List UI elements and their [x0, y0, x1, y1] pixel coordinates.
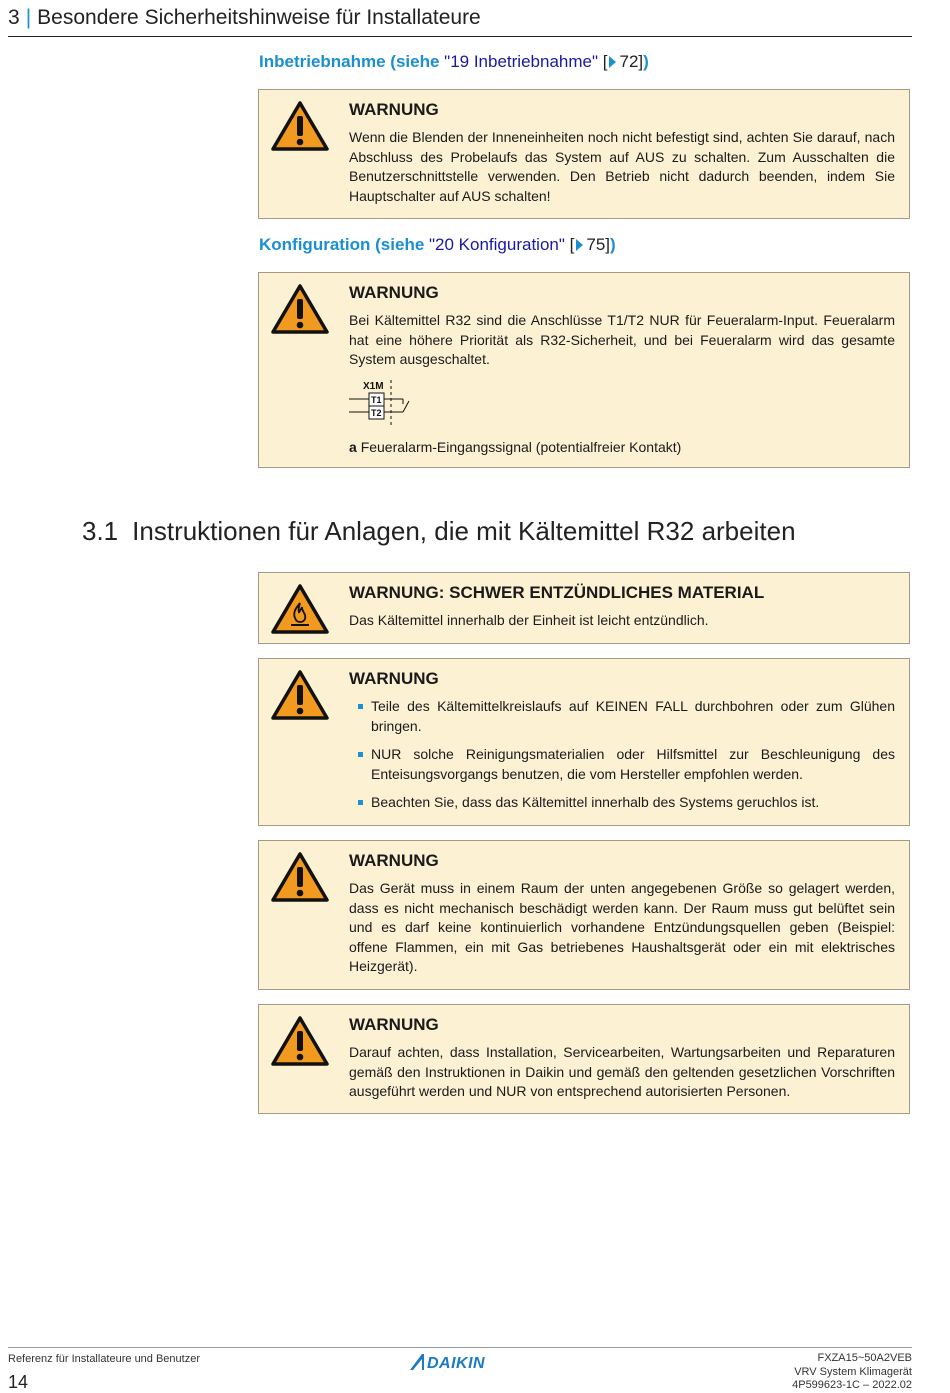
warning-text: Bei Kältemittel R32 sind die Anschlüsse T1/T2 NUR für Feueralarm-Input. Feueralarm hat eine höhere Priorität als R32-Sicherheit, und bei Feueralarm wird das gesamte System ausgeschaltet. — [349, 312, 895, 368]
logo-text: DAIKIN — [427, 1355, 486, 1372]
subhead-inbetriebnahme: Inbetriebnahme (siehe "19 Inbetriebnahme" [ 72]) — [259, 52, 649, 71]
model-number: FXZA15~50A2VEB — [817, 1352, 912, 1364]
warning-title: WARNUNG — [349, 100, 439, 119]
list-item: Beachten Sie, dass das Kältemittel innerhalb des Systems geruchlos ist. — [349, 793, 895, 813]
warning-triangle-icon — [271, 100, 329, 152]
list-item: NUR solche Reinigungsmaterialien oder Hilfsmittel zur Beschleunigung des Enteisungsvorgangs benutzen, die vom Hersteller empfohlen werden. — [349, 745, 895, 784]
warning-title: WARNUNG — [349, 283, 439, 302]
caption-key: a — [349, 438, 357, 455]
warning-box — [258, 272, 910, 468]
warning-box — [258, 1004, 910, 1114]
diagram-caption: a Feueralarm-Eingangssignal (potentialfreier Kontakt) — [349, 438, 682, 455]
warning-triangle-icon — [271, 283, 329, 335]
page-number: 14 — [8, 1372, 29, 1392]
product-name: VRV System Klimagerät — [794, 1365, 912, 1378]
terminal-block-label: X1M — [363, 380, 384, 392]
daikin-logo — [408, 1352, 512, 1372]
page-reference[interactable]: 75] — [586, 235, 610, 254]
warning-list — [349, 697, 895, 813]
warning-title: WARNUNG — [349, 851, 439, 870]
section-title: Instruktionen für Anlagen, die mit Kältemittel R32 arbeiten — [132, 516, 796, 546]
warning-triangle-icon — [271, 669, 329, 721]
header-separator: | — [25, 6, 32, 29]
warning-title: WARNUNG — [349, 669, 439, 688]
footer-divider — [8, 1347, 912, 1348]
warning-triangle-icon — [271, 1015, 329, 1067]
warning-box — [258, 572, 910, 644]
flammable-warning-icon — [271, 583, 329, 635]
footer-document-title: Referenz für Installateure und Benutzer — [8, 1353, 201, 1365]
chapter-title: Besondere Sicherheitshinweise für Installateure — [37, 6, 481, 29]
terminal-t1: T1 — [371, 394, 382, 405]
page-header — [8, 6, 912, 37]
cross-reference-link[interactable]: "20 Konfiguration" — [429, 235, 565, 254]
page-reference[interactable]: 72] — [619, 52, 644, 71]
warning-text: Wenn die Blenden der Inneneinheiten noch nicht befestigt sind, achten Sie darauf, nach Abschluss des Probelaufs das System auf AUS zu schalten. Zum Ausschalten die Benutzerschnittstelle verwenden. Den Betrieb nicht dadurch beenden, indem Sie Hauptschalter auf AUS schalten! — [349, 129, 895, 204]
warning-box — [258, 840, 910, 990]
warning-box — [258, 89, 910, 219]
warning-text: Darauf achten, dass Installation, Servicearbeiten, Wartungsarbeiten und Reparaturen gemäß den Instruktionen in Daikin und gemäß den geltenden gesetzlichen Vorschriften ausgeführt werden und NUR von entsprechend autorisierten Personen. — [349, 1044, 895, 1100]
warning-text: Das Kältemittel innerhalb der Einheit ist leicht entzündlich. — [349, 612, 709, 628]
warning-text: Das Gerät muss in einem Raum der unten angegebenen Größe so gelagert werden, dass es nicht mechanisch beschädigt werden kann. Der Raum muss gut belüftet sein und es darf keine kontinuierlich vorhandene Entzündungsquellen geben (Beispiel: offene Flammen, ein mit Gas betriebenes Haushaltsgerät oder ein mit elektrisches Heizgerät). — [349, 880, 895, 975]
warning-title: WARNUNG — [349, 1015, 439, 1034]
triangle-arrow-icon — [609, 56, 616, 68]
section-number: 3.1 — [82, 516, 119, 546]
fire-alarm-wiring-diagram — [349, 378, 429, 428]
triangle-arrow-icon — [576, 239, 583, 251]
warning-title: WARNUNG: SCHWER ENTZÜNDLICHES MATERIAL — [349, 583, 765, 602]
terminal-t2: T2 — [371, 407, 382, 418]
footer-product-info — [792, 1352, 912, 1393]
subhead-konfiguration: Konfiguration (siehe "20 Konfiguration" [ 75]) — [259, 235, 616, 254]
warning-triangle-icon — [271, 851, 329, 903]
document-code: 4P599623-1C – 2022.02 — [792, 1379, 912, 1391]
section-heading — [82, 516, 796, 547]
warning-box — [258, 658, 910, 826]
chapter-number: 3 — [8, 6, 20, 29]
cross-reference-link[interactable]: "19 Inbetriebnahme" — [444, 52, 599, 71]
list-item: Teile des Kältemittelkreislaufs auf KEINEN FALL durchbohren oder zum Glühen bringen. — [349, 697, 895, 736]
